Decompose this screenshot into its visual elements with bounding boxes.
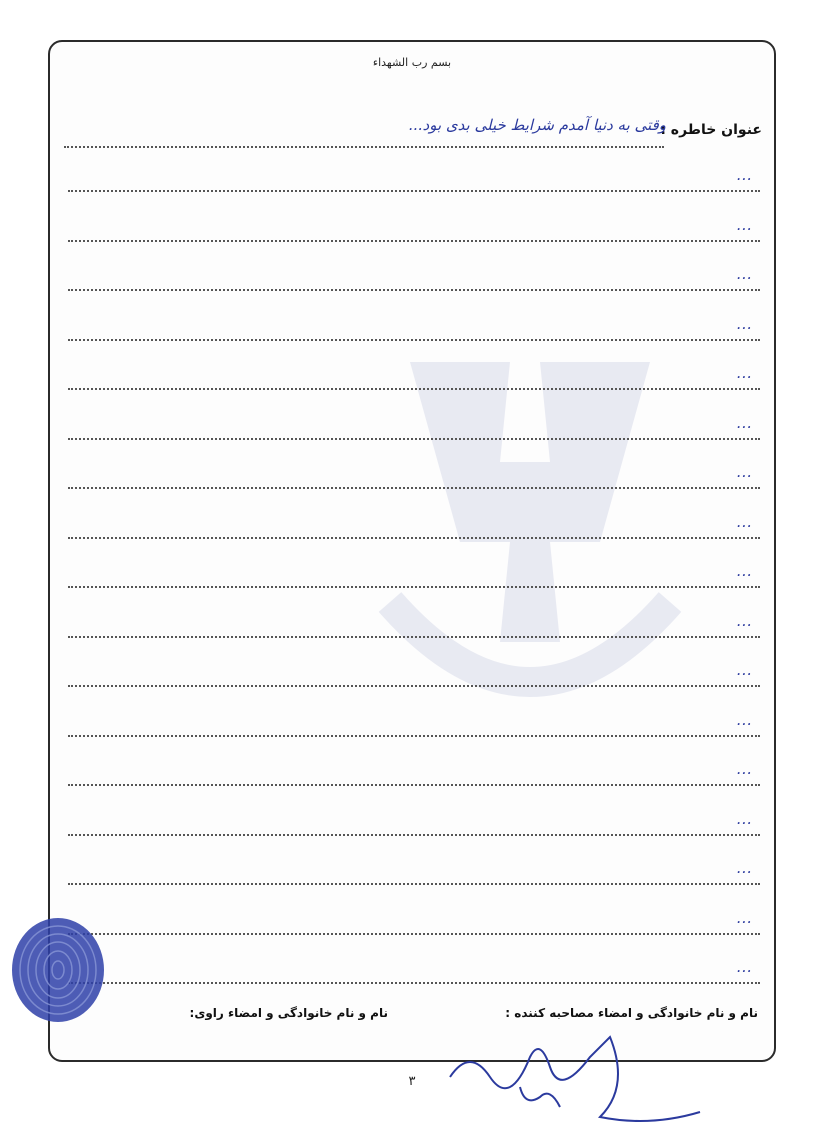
- handwritten-line: ...: [736, 413, 752, 432]
- fingerprint-icon: [8, 915, 108, 1025]
- handwritten-line: ...: [736, 215, 752, 234]
- dotted-rule: [68, 883, 760, 885]
- dotted-rule: [68, 784, 760, 786]
- page-number: ۳: [408, 1074, 416, 1089]
- narrator-signature-label: نام و نام خانوادگی و امضاء راوی:: [189, 1006, 388, 1020]
- handwritten-line: ...: [736, 265, 752, 283]
- dotted-rule: [68, 933, 760, 935]
- dotted-rule: [68, 834, 760, 836]
- handwritten-line: ...: [736, 314, 752, 333]
- handwritten-line: ...: [736, 512, 752, 531]
- handwritten-line: ...: [736, 710, 752, 729]
- handwritten-line: ...: [736, 908, 752, 927]
- memoir-sheet: [48, 40, 776, 1089]
- handwritten-line: ...: [736, 463, 752, 481]
- handwritten-line: ...: [736, 661, 752, 679]
- dotted-rule: [68, 537, 760, 539]
- handwritten-line: ...: [736, 611, 752, 630]
- interviewer-signature-label: نام و نام خانوادگی و امضاء مصاحبه کننده :: [505, 1006, 758, 1020]
- handwritten-line: ...: [736, 958, 752, 976]
- bismillah-text: بسم رب الشهداء: [372, 56, 452, 69]
- dotted-rule: [68, 735, 760, 737]
- dotted-rule: [68, 240, 760, 242]
- dotted-rule: [68, 586, 760, 588]
- handwritten-line: ...: [736, 562, 752, 580]
- title-label: عنوان خاطره :: [660, 122, 762, 138]
- handwritten-line: ...: [736, 760, 752, 778]
- dotted-rule: [68, 289, 760, 291]
- title-handwritten: وقتی به دنیا آمدم شرایط خیلی بدی بود...: [408, 116, 666, 134]
- handwritten-line: ...: [736, 166, 752, 184]
- dotted-rule: [68, 388, 760, 390]
- handwritten-line: ...: [736, 859, 752, 877]
- handwritten-lines: [50, 42, 774, 1060]
- dotted-rule: [68, 685, 760, 687]
- dotted-rule: [68, 438, 760, 440]
- dotted-rule: [68, 487, 760, 489]
- handwritten-line: ...: [736, 364, 752, 382]
- dotted-rule: [68, 339, 760, 341]
- handwritten-line: ...: [736, 809, 752, 828]
- dotted-rule: [68, 190, 760, 192]
- dotted-rule: [68, 982, 760, 984]
- dotted-rule: [68, 636, 760, 638]
